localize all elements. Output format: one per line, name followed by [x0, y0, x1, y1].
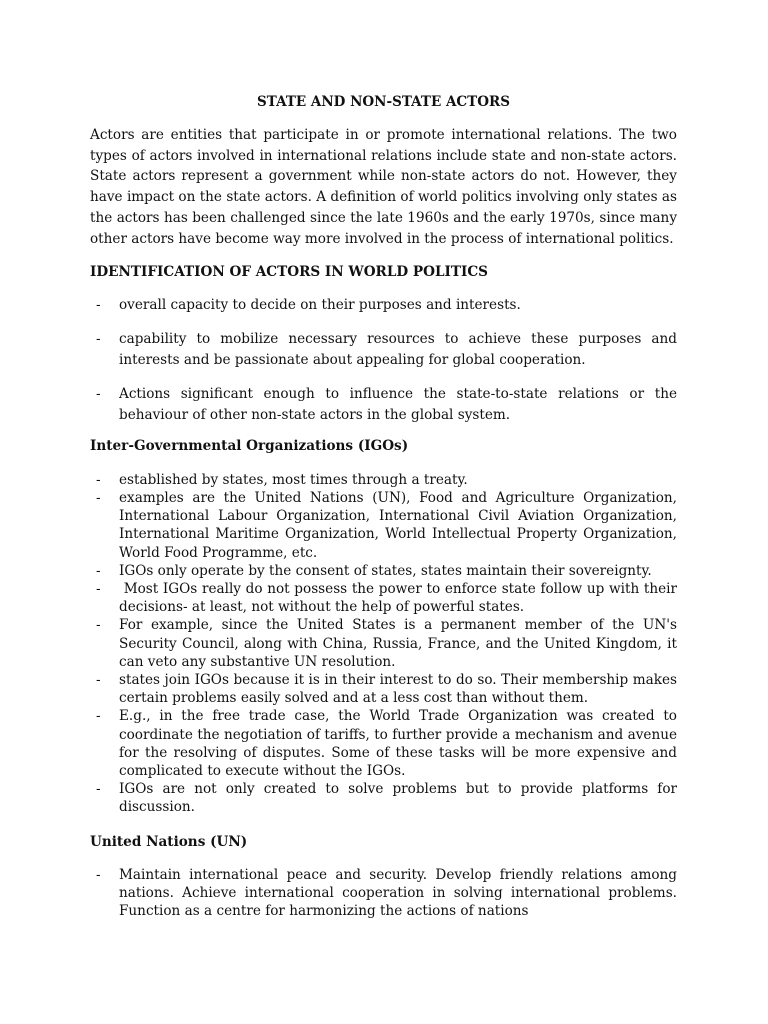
dash-bullet: -	[96, 580, 101, 597]
list-item	[90, 866, 677, 921]
dash-bullet: -	[96, 781, 101, 798]
list-item	[90, 471, 677, 489]
list-item-text: Actions significant enough to influence the state-to-state relations or the behaviour of other non-state actors in the global system.	[119, 385, 677, 424]
list-item	[90, 671, 677, 707]
igos-heading: Inter-Governmental Organizations (IGOs)	[90, 437, 409, 454]
dash-bullet: -	[96, 471, 101, 488]
list-item	[90, 707, 677, 780]
list-item-text: Maintain international peace and security. Develop friendly relations among nations. Achieve international cooperation in solving international problems. Function as a centre for harmonizing the actions of nations	[119, 866, 677, 919]
document-page	[90, 91, 682, 935]
list-item	[90, 780, 677, 816]
identification-list	[90, 295, 677, 427]
dash-bullet: -	[96, 330, 101, 347]
un-list	[90, 866, 677, 921]
dash-bullet: -	[96, 617, 101, 634]
list-item	[90, 329, 677, 372]
list-item-text: established by states, most times through a treaty.	[119, 471, 468, 488]
list-item-text: capability to mobilize necessary resources to achieve these purposes and interests and be passionate about appealing for global cooperation.	[119, 330, 677, 369]
un-heading: United Nations (UN)	[90, 833, 248, 850]
dash-bullet: -	[96, 708, 101, 725]
document-title: STATE AND NON-STATE ACTORS	[257, 94, 510, 110]
list-item	[90, 616, 677, 671]
list-item-text: states join IGOs because it is in their interest to do so. Their membership makes certain problems easily solved and at a less cost than without them.	[119, 671, 677, 707]
list-item-text: For example, since the United States is a permanent member of the UN's Security Council, along with China, Russia, France, and the United Kingdom, it can veto any substantive UN resolution.	[119, 617, 677, 670]
list-item	[90, 295, 677, 317]
list-item-text: overall capacity to decide on their purposes and interests.	[119, 297, 521, 314]
list-item	[90, 580, 682, 616]
list-item	[90, 562, 677, 580]
list-item	[90, 489, 677, 562]
list-item-text: E.g., in the free trade case, the World Trade Organization was created to coordinate the negotiation of tariffs, to further provide a mechanism and avenue for the resolving of disputes. Some of these tasks will be more expensive and complicated to execute without the IGOs.	[119, 708, 677, 779]
identification-heading: IDENTIFICATION OF ACTORS IN WORLD POLITICS	[90, 264, 489, 281]
dash-bullet: -	[96, 385, 101, 402]
list-item-text: examples are the United Nations (UN), Food and Agriculture Organization, International Labour Organization, International Civil Aviation Organization, International Maritime Organization, World Intellectual Property Organization, World Food Programme, etc.	[119, 489, 677, 561]
dash-bullet: -	[96, 489, 101, 506]
dash-bullet: -	[96, 297, 101, 314]
dash-bullet: -	[96, 866, 101, 883]
dash-bullet: -	[96, 671, 101, 688]
intro-paragraph: Actors are entities that participate in or promote international relations. The two types of actors involved in international relations include state and non-state actors. State actors represent a government while non-state actors do not. However, they have impact on the state actors. A definition of world politics involving only states as the actors has been challenged since the late 1960s and the early 1970s, since many other actors have become way more involved in the process of international politics.	[90, 127, 677, 247]
list-item-text: IGOs only operate by the consent of states, states maintain their sovereignty.	[119, 562, 652, 579]
list-item-text: IGOs are not only created to solve problems but to provide platforms for discussion.	[119, 781, 677, 816]
dash-bullet: -	[96, 562, 101, 579]
igos-list	[90, 471, 682, 817]
list-item	[90, 384, 677, 427]
list-item-text: Most IGOs really do not possess the power to enforce state follow up with their decisions- at least, not without the help of powerful states.	[119, 580, 682, 616]
